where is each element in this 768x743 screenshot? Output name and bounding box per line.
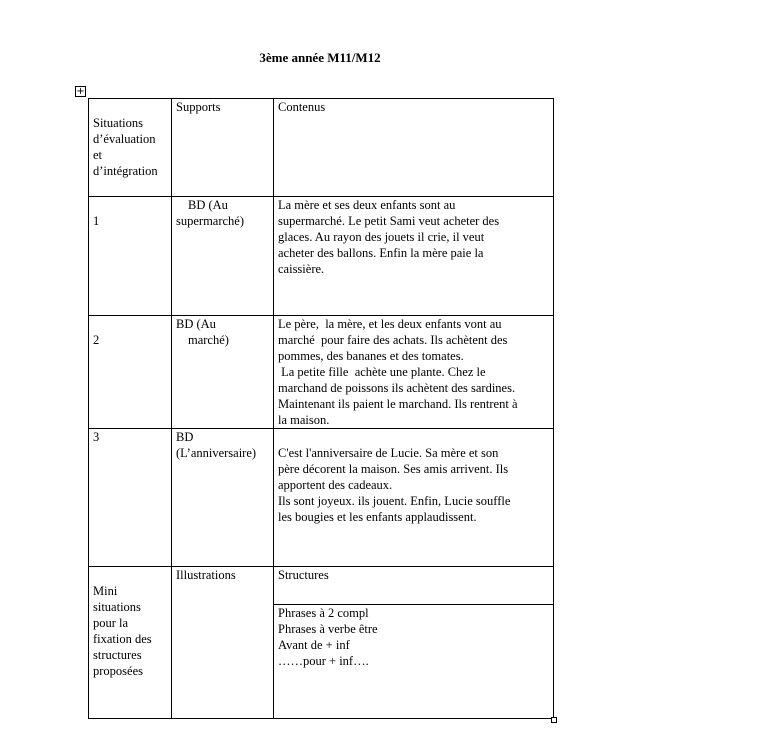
mini-label-line: structures (93, 648, 142, 662)
mini-label-line: pour la (93, 616, 129, 630)
header-supports: Supports (172, 99, 274, 197)
support-line: BD (Au (176, 317, 216, 331)
mini-label-line: proposées (93, 664, 143, 678)
support-line: (L’anniversaire) (176, 446, 257, 460)
structure-item: Avant de + inf (278, 638, 350, 652)
header-contenus: Contenus (274, 99, 554, 197)
structures-list (274, 605, 554, 719)
header-situations-line: et (93, 148, 103, 162)
row-support (172, 197, 274, 316)
content-line: apportent des cadeaux. (278, 478, 393, 492)
table-move-handle-icon[interactable]: + (76, 86, 85, 97)
structure-item: Phrases à verbe être (278, 622, 378, 636)
table-resize-handle[interactable] (551, 717, 557, 723)
content-line: La mère et ses deux enfants sont au (278, 198, 456, 212)
mini-label-line: situations (93, 600, 141, 614)
header-situations-line: d’évaluation (93, 132, 156, 146)
mini-label-line: Mini (93, 584, 118, 598)
content-line: Le père, la mère, et les deux enfants vont au (278, 317, 502, 331)
row-number: 3 (89, 429, 172, 567)
content-line: marché pour faire des achats. Ils achètent des (278, 333, 508, 347)
content-line: C'est l'anniversaire de Lucie. Sa mère et son (278, 446, 499, 460)
row-number: 1 (89, 197, 172, 316)
content-line: supermarché. Le petit Sami veut acheter des (278, 214, 500, 228)
content-line: les bougies et les enfants applaudissent. (278, 510, 477, 524)
page-title: 3ème année M11/M12 (259, 50, 381, 65)
row-content (274, 197, 554, 316)
content-line: acheter des ballons. Enfin la mère paie la (278, 246, 484, 260)
content-line: glaces. Au rayon des jouets il crie, il veut (278, 230, 485, 244)
header-situations-line: d’intégration (93, 164, 158, 178)
row-support (172, 429, 274, 567)
table-row (89, 197, 554, 316)
row-number: 2 (89, 316, 172, 429)
header-situations (89, 99, 172, 197)
header-situations-line: Situations (93, 116, 144, 130)
structure-item: ……pour + inf…. (278, 654, 369, 668)
support-line: BD (Au (188, 198, 228, 212)
support-line: marché) (188, 333, 229, 347)
mini-situations-label (89, 567, 172, 719)
content-line: La petite fille achète une plante. Chez le (278, 365, 486, 379)
row-support (172, 316, 274, 429)
content-line: père décorent la maison. Ses amis arrivent. Ils (278, 462, 509, 476)
content-table (88, 98, 554, 719)
table-row (89, 316, 554, 429)
row-content (274, 429, 554, 567)
table-row (89, 429, 554, 567)
content-line: caissière. (278, 262, 325, 276)
table-row (89, 567, 554, 605)
structure-item: Phrases à 2 compl (278, 606, 369, 620)
mini-support: Illustrations (172, 567, 274, 719)
content-line: Ils sont joyeux. ils jouent. Enfin, Lucie souffle (278, 494, 511, 508)
content-line: marchand de poissons ils achètent des sardines. (278, 381, 516, 395)
mini-label-line: fixation des (93, 632, 152, 646)
structures-header: Structures (274, 567, 554, 605)
content-line: pommes, des bananes et des tomates. (278, 349, 464, 363)
support-line: BD (176, 430, 194, 444)
row-content (274, 316, 554, 429)
content-line: la maison. (278, 413, 330, 427)
support-line: supermarché) (176, 214, 245, 228)
content-line: Maintenant ils paient le marchand. Ils rentrent à (278, 397, 518, 411)
table-header-row (89, 99, 554, 197)
